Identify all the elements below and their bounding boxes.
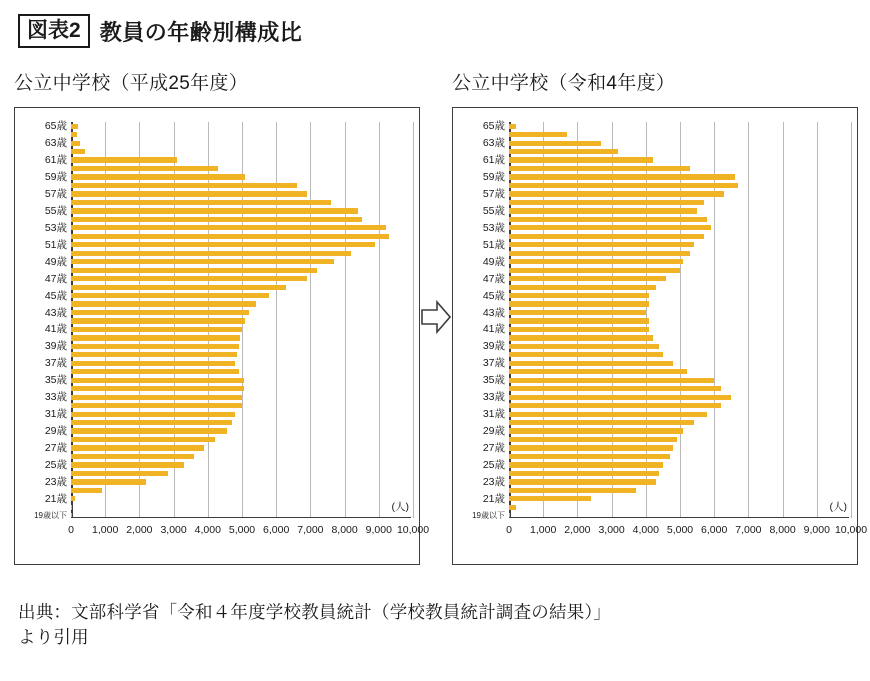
bar-row	[509, 132, 851, 137]
bar-row	[71, 183, 413, 188]
bar-row	[509, 268, 851, 273]
bar-row	[71, 200, 413, 205]
bar	[71, 378, 244, 383]
x-axis-tick-label: 5,000	[666, 524, 694, 536]
y-axis-tick-label: 23歳	[482, 475, 505, 488]
bar-row	[509, 386, 851, 391]
bar	[509, 352, 663, 357]
y-axis-tick-label: 43歳	[482, 306, 505, 319]
bar	[71, 471, 168, 476]
bar	[509, 166, 690, 171]
bar-row	[71, 225, 413, 230]
bar	[509, 318, 649, 323]
bar	[71, 344, 239, 349]
y-axis-tick-label: 31歳	[482, 408, 505, 421]
bar-row	[509, 344, 851, 349]
bar	[509, 471, 659, 476]
bar	[509, 124, 516, 129]
bar	[509, 428, 683, 433]
bar-row	[509, 251, 851, 256]
y-axis-tick-label: 51歳	[482, 238, 505, 251]
bar	[509, 132, 567, 137]
y-axis-tick-label: 53歳	[44, 221, 67, 234]
bar	[509, 191, 724, 196]
chart-panel-left	[14, 68, 430, 565]
bar-row	[71, 437, 413, 442]
x-axis-tick-label: 7,000	[735, 524, 762, 536]
bar-row	[71, 378, 413, 383]
bar-row	[509, 191, 851, 196]
bar	[509, 200, 704, 205]
bar	[509, 259, 683, 264]
chart-title-right: 公立中学校（令和4年度）	[452, 73, 676, 94]
bar	[509, 183, 738, 188]
x-axis-tick-label: 3,000	[598, 524, 625, 536]
x-axis-tick-label: 1,000	[530, 524, 557, 536]
bar-row	[71, 403, 413, 408]
bar	[509, 141, 601, 146]
x-axis-tick-label: 8,000	[769, 524, 796, 536]
bar	[509, 395, 731, 400]
bar	[71, 445, 204, 450]
bar-row	[509, 412, 851, 417]
bar	[71, 437, 215, 442]
x-axis-tick-label: 6,000	[701, 524, 728, 536]
y-axis-tick-label: 19歳以下	[34, 510, 67, 520]
bar	[71, 352, 237, 357]
bar-row	[509, 403, 851, 408]
bar-row	[71, 471, 413, 476]
bar	[509, 276, 666, 281]
x-axis-ticks-left	[68, 520, 430, 540]
bar-row	[509, 327, 851, 332]
bar-row	[71, 301, 413, 306]
bar	[71, 462, 184, 467]
bar	[509, 369, 687, 374]
bar	[71, 124, 78, 129]
figure-number-badge: 図表2	[18, 14, 90, 48]
bar	[71, 242, 375, 247]
bar	[509, 301, 649, 306]
x-axis-tick-label: 9,000	[803, 524, 830, 536]
bar-row	[509, 445, 851, 450]
bar-row	[509, 200, 851, 205]
bar	[509, 496, 591, 501]
bar	[509, 403, 721, 408]
bar-row	[71, 191, 413, 196]
chart-panel-right	[452, 68, 868, 565]
bar-row	[71, 276, 413, 281]
bar	[71, 276, 307, 281]
y-axis-tick-label: 33歳	[482, 391, 505, 404]
bar-row	[509, 488, 851, 493]
y-axis-tick-label: 29歳	[44, 425, 67, 438]
bar	[71, 200, 331, 205]
y-axis-tick-label: 41歳	[44, 323, 67, 336]
bar-row	[509, 301, 851, 306]
y-axis-tick-label: 39歳	[482, 340, 505, 353]
bar	[71, 505, 72, 510]
y-axis-tick-label: 57歳	[482, 187, 505, 200]
x-axis-tick-label: 0	[68, 524, 74, 536]
y-axis-tick-label: 63歳	[44, 137, 67, 150]
bar-row	[71, 318, 413, 323]
unit-label-left: (人)	[391, 501, 409, 513]
bar	[509, 386, 721, 391]
y-axis-tick-label: 59歳	[482, 171, 505, 184]
right-arrow-icon	[421, 300, 451, 334]
bar	[71, 166, 218, 171]
x-axis-tick-label: 8,000	[331, 524, 358, 536]
bar	[71, 428, 227, 433]
bar-row	[71, 285, 413, 290]
x-axis-line-right	[509, 517, 849, 519]
bar	[71, 293, 269, 298]
bar-row	[509, 259, 851, 264]
bar	[509, 437, 677, 442]
bar-row	[71, 166, 413, 171]
bar-row	[71, 428, 413, 433]
bar	[509, 268, 680, 273]
bar-series-left	[71, 122, 411, 518]
bar-row	[71, 361, 413, 366]
y-axis-tick-label: 65歳	[482, 120, 505, 133]
bar-row	[71, 386, 413, 391]
bar-row	[71, 496, 413, 501]
x-axis-ticks-right	[506, 520, 868, 540]
y-axis-tick-label: 45歳	[44, 289, 67, 302]
y-axis-tick-label: 37歳	[44, 357, 67, 370]
bar	[509, 344, 659, 349]
bar-row	[509, 378, 851, 383]
bar-row	[509, 242, 851, 247]
bar	[509, 327, 649, 332]
bar-row	[509, 149, 851, 154]
bar-row	[509, 293, 851, 298]
plot-region-left	[71, 122, 411, 518]
chart-area-right	[452, 107, 868, 565]
bar-row	[71, 268, 413, 273]
bar-row	[71, 293, 413, 298]
bar-row	[509, 454, 851, 459]
bar	[71, 141, 80, 146]
bar-row	[509, 310, 851, 315]
x-axis-tick-label: 1,000	[92, 524, 119, 536]
y-axis-tick-label: 25歳	[482, 458, 505, 471]
y-axis-tick-label: 49歳	[482, 255, 505, 268]
bar	[71, 191, 307, 196]
y-axis-tick-label: 59歳	[44, 171, 67, 184]
x-axis-tick-label: 3,000	[160, 524, 187, 536]
bar-row	[509, 352, 851, 357]
chart-area-left	[14, 107, 430, 565]
bar-row	[509, 462, 851, 467]
y-axis-tick-label: 39歳	[44, 340, 67, 353]
y-axis-tick-label: 61歳	[44, 154, 67, 167]
bar	[71, 285, 286, 290]
bar-row	[71, 395, 413, 400]
y-axis-tick-label: 45歳	[482, 289, 505, 302]
bar-row	[71, 327, 413, 332]
source-line-2: より引用	[18, 627, 89, 648]
bar-row	[509, 183, 851, 188]
bar	[509, 505, 516, 510]
bar-row	[71, 208, 413, 213]
bar	[71, 318, 245, 323]
bar	[71, 183, 297, 188]
y-axis-tick-label: 37歳	[482, 357, 505, 370]
bar-row	[71, 234, 413, 239]
bar-row	[509, 505, 851, 510]
y-axis-tick-label: 51歳	[44, 238, 67, 251]
bar	[71, 496, 75, 501]
bar	[71, 454, 194, 459]
bar	[71, 208, 358, 213]
source-note	[18, 600, 858, 651]
bar	[71, 149, 85, 154]
bar-row	[71, 132, 413, 137]
bar-row	[71, 259, 413, 264]
bar	[71, 251, 351, 256]
bar-row	[71, 124, 413, 129]
bar	[509, 310, 646, 315]
bar-row	[509, 124, 851, 129]
y-axis-tick-label: 49歳	[44, 255, 67, 268]
bar-row	[71, 369, 413, 374]
bar	[71, 369, 239, 374]
bar	[71, 310, 249, 315]
y-axis-tick-label: 47歳	[482, 272, 505, 285]
plot-region-right	[509, 122, 849, 518]
bar-row	[71, 149, 413, 154]
bar-row	[509, 174, 851, 179]
bar-row	[71, 310, 413, 315]
x-axis-tick-label: 5,000	[228, 524, 256, 536]
bar	[71, 488, 102, 493]
bar	[509, 479, 656, 484]
bar-row	[71, 174, 413, 179]
bar	[71, 479, 146, 484]
figure-title-row	[18, 14, 302, 48]
x-axis-tick-label: 9,000	[365, 524, 392, 536]
bar-row	[509, 225, 851, 230]
bar-row	[509, 479, 851, 484]
bar	[509, 454, 670, 459]
page-title: 教員の年齢別構成比	[99, 19, 303, 45]
bar-row	[71, 242, 413, 247]
bar-row	[71, 505, 413, 510]
x-axis-tick-label: 0	[506, 524, 512, 536]
bar	[71, 335, 240, 340]
bar	[509, 361, 673, 366]
bar-row	[509, 437, 851, 442]
bar	[509, 225, 711, 230]
y-axis-tick-label: 63歳	[482, 137, 505, 150]
bar	[509, 234, 704, 239]
bar-row	[509, 318, 851, 323]
y-axis-tick-label: 27歳	[44, 442, 67, 455]
y-axis-tick-label: 57歳	[44, 187, 67, 200]
bar-row	[509, 335, 851, 340]
y-axis-tick-label: 35歳	[44, 374, 67, 387]
bar	[71, 234, 389, 239]
y-axis-tick-label: 47歳	[44, 272, 67, 285]
bar	[71, 157, 177, 162]
y-axis-tick-label: 31歳	[44, 408, 67, 421]
bar-row	[509, 285, 851, 290]
bar-row	[509, 361, 851, 366]
bar	[71, 132, 77, 137]
bar	[71, 395, 242, 400]
bar-row	[509, 208, 851, 213]
y-axis-tick-label: 27歳	[482, 442, 505, 455]
bar-row	[509, 141, 851, 146]
bar	[509, 217, 707, 222]
gridline	[851, 122, 852, 518]
bar-row	[509, 276, 851, 281]
bar-series-right	[509, 122, 849, 518]
x-axis-tick-label: 6,000	[263, 524, 290, 536]
y-axis-tick-label: 25歳	[44, 458, 67, 471]
y-axis-tick-label: 43歳	[44, 306, 67, 319]
y-axis-tick-label: 19歳以下	[472, 510, 505, 520]
x-axis-tick-label: 4,000	[194, 524, 221, 536]
bar	[509, 335, 653, 340]
bar-row	[509, 157, 851, 162]
source-line-1: 出典：文部科学省「令和４年度学校教員統計（学校教員統計調査の結果）」	[18, 602, 612, 622]
y-axis-tick-label: 61歳	[482, 154, 505, 167]
x-axis-tick-label: 10,000	[834, 524, 868, 536]
bar	[71, 259, 334, 264]
bar	[71, 217, 362, 222]
y-axis-tick-label: 55歳	[482, 204, 505, 217]
bar	[71, 327, 242, 332]
bar-row	[71, 412, 413, 417]
bar	[71, 174, 245, 179]
bar-row	[509, 428, 851, 433]
bar	[509, 149, 618, 154]
bar	[71, 268, 317, 273]
bar-row	[71, 462, 413, 467]
bar	[509, 293, 649, 298]
bar-row	[509, 217, 851, 222]
bar-row	[71, 479, 413, 484]
bar	[71, 225, 386, 230]
bar	[71, 412, 235, 417]
y-axis-tick-label: 65歳	[44, 120, 67, 133]
bar-row	[71, 488, 413, 493]
bar	[509, 242, 694, 247]
y-axis-tick-label: 55歳	[44, 204, 67, 217]
x-axis-tick-label: 4,000	[632, 524, 659, 536]
bar-row	[71, 344, 413, 349]
bar	[71, 403, 242, 408]
bar	[71, 420, 232, 425]
bar	[509, 420, 694, 425]
unit-label-right: (人)	[829, 501, 847, 513]
x-axis-tick-label: 7,000	[297, 524, 324, 536]
x-axis-tick-label: 2,000	[126, 524, 153, 536]
bar	[509, 378, 714, 383]
bar-row	[509, 420, 851, 425]
bar-row	[71, 352, 413, 357]
bar-row	[71, 335, 413, 340]
x-axis-line-left	[71, 517, 411, 519]
bar	[509, 285, 656, 290]
bar	[509, 174, 735, 179]
y-axis-tick-label: 35歳	[482, 374, 505, 387]
bar	[509, 208, 697, 213]
bar-row	[71, 454, 413, 459]
y-axis-tick-label: 23歳	[44, 475, 67, 488]
y-axis-tick-label: 29歳	[482, 425, 505, 438]
bar-row	[509, 496, 851, 501]
x-axis-tick-label: 2,000	[564, 524, 591, 536]
bar-row	[71, 217, 413, 222]
bar	[509, 488, 636, 493]
bar-row	[71, 141, 413, 146]
bar-row	[71, 445, 413, 450]
bar	[509, 462, 663, 467]
bar-row	[509, 471, 851, 476]
bar-row	[509, 166, 851, 171]
x-axis-tick-label: 10,000	[396, 524, 430, 536]
bar	[509, 251, 690, 256]
bar	[509, 445, 673, 450]
bar-row	[509, 395, 851, 400]
y-axis-tick-label: 33歳	[44, 391, 67, 404]
bar-row	[509, 369, 851, 374]
y-axis-tick-label: 21歳	[482, 492, 505, 505]
bar	[509, 157, 653, 162]
bar	[71, 301, 256, 306]
bar-row	[71, 157, 413, 162]
bar	[509, 412, 707, 417]
y-axis-tick-label: 41歳	[482, 323, 505, 336]
y-axis-tick-label: 21歳	[44, 492, 67, 505]
bar-row	[71, 420, 413, 425]
bar-row	[509, 234, 851, 239]
bar	[71, 361, 235, 366]
bar	[71, 386, 244, 391]
y-axis-tick-label: 53歳	[482, 221, 505, 234]
bar-row	[71, 251, 413, 256]
gridline	[413, 122, 414, 518]
chart-title-left: 公立中学校（平成25年度）	[14, 73, 249, 94]
